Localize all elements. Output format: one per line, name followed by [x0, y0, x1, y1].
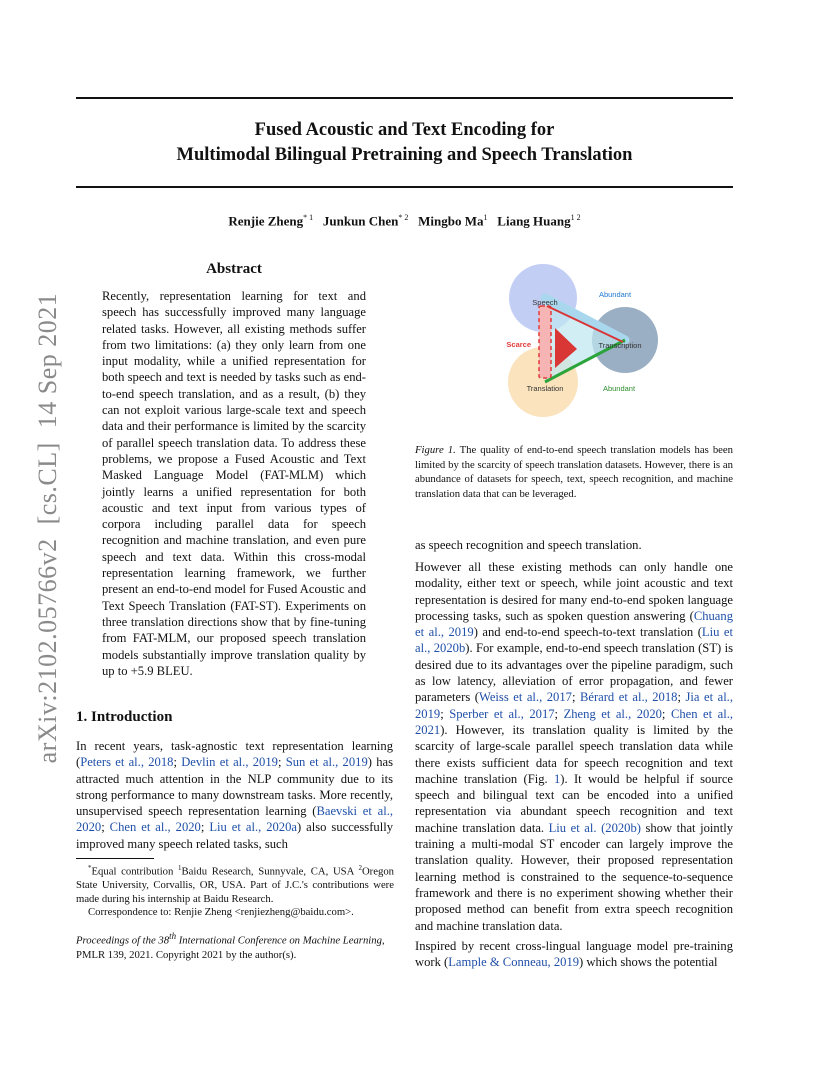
footnote-mark: 1: [178, 864, 182, 872]
separator: ;: [661, 706, 671, 721]
proceedings-text: Proceedings of the 38: [76, 934, 170, 947]
citation-link[interactable]: Sperber et al., 2017: [449, 706, 555, 721]
citation-link[interactable]: Devlin et al., 2019: [181, 755, 278, 770]
author-name: Liang Huang: [497, 213, 571, 229]
paragraph-text: In recent years, task-agnostic text representation learning (: [76, 739, 393, 770]
citation-link[interactable]: Liu et al. (2020b): [548, 820, 641, 835]
caption-label: Figure 1.: [415, 444, 456, 456]
section-heading-introduction: 1. Introduction: [76, 709, 173, 725]
paragraph-modality: [415, 559, 733, 934]
citation-link[interactable]: Lample & Conneau, 2019: [448, 955, 580, 970]
citation-link[interactable]: Chen et al., 2020: [109, 820, 201, 835]
scarce-link: [539, 306, 551, 378]
citation-link[interactable]: Liu et al., 2020b: [415, 625, 733, 656]
continued-paragraph: as speech recognition and speech translation.: [415, 538, 642, 552]
paragraph-text: However all these existing methods can only handle one modality, either text or speech, while joint acoustic and text representation is desired for many end-to-end spoken language processing tasks, such as spoken question answering (: [415, 560, 733, 623]
footnote-rule: [76, 858, 154, 859]
citation-link[interactable]: Peters et al., 2018: [80, 755, 174, 770]
title-line-1: Fused Acoustic and Text Encoding for: [254, 120, 555, 140]
title-line-2: Multimodal Bilingual Pretraining and Speech Translation: [176, 145, 633, 165]
footnote-text: Oregon State University, Corvallis, OR, USA. Part of J.C.'s contributions were made during his internship at Baidu Research.: [76, 865, 395, 905]
citation-link[interactable]: Zheng et al., 2020: [563, 706, 662, 721]
proceedings-sup: th: [169, 931, 177, 941]
citation-link[interactable]: Chuang et al., 2019: [415, 608, 733, 640]
paragraph-text: show that jointly training a multi-modal ST encoder can largely improve the translation quality. However, their proposed representation learning method is constrained to the sequence-to-sequence framework and there is no experiment showing whether their proposed method can benefit from extra speech recognition and machine translation data.: [415, 820, 733, 933]
caption-text: The quality of end-to-end speech translation models has been limited by the scarcity of speech translation datasets. However, there is an abundance of datasets for speech, text, speech recognition, and machine translation data that can be leveraged.: [415, 444, 733, 500]
separator: ;: [200, 820, 210, 835]
citation-link[interactable]: Sun et al., 2019: [285, 755, 368, 770]
citation-link[interactable]: Bérard et al., 2018: [579, 690, 678, 705]
abundant-bottom-label: Abundant: [602, 384, 636, 393]
author-affiliation: * 1: [303, 213, 314, 222]
figure-1-diagram: [495, 258, 665, 423]
citation-link[interactable]: Weiss et al., 2017: [478, 690, 572, 705]
paragraph-text: ). However, its translation quality is limited by the scarcity of large-scale parallel speech translation data while there exists sufficient data for speech recognition and text machine translation (Fig.: [415, 722, 733, 786]
arxiv-stamp: arXiv:2102.05766v2 [cs.CL] 14 Sep 2021: [33, 292, 62, 764]
paragraph-text: ) also successfully improved many speech related tasks, such: [76, 820, 393, 851]
footnote-text: Equal contribution: [91, 865, 179, 878]
figure-1-caption: [415, 443, 733, 501]
translation-label: Translation: [526, 384, 564, 393]
paragraph-text: ). It would be helpful if source speech and bilingual text can be encoded into a unified representation via abundant speech recognition and text machine translation data.: [415, 771, 734, 835]
paragraph-text: ) and end-to-end speech-to-text translation (: [473, 625, 702, 640]
author-list: [76, 213, 733, 229]
paragraph-text: Inspired by recent cross-lingual language model pre-training work (: [415, 939, 733, 970]
paper-title: [76, 118, 733, 168]
separator: ;: [101, 820, 110, 835]
author-affiliation: 1 2: [570, 213, 581, 222]
title-top-rule: [76, 97, 733, 99]
paragraph-text: ) has attracted much attention in the NLP community due to its strong performance to many downstream tasks. More recently, unsupervised speech representation learning (: [76, 755, 393, 819]
separator: ;: [173, 755, 182, 770]
abstract-heading: Abstract: [206, 261, 262, 277]
paragraph-text: ). For example, end-to-end speech translation (ST) is desired due to its advantages over the pipeline paradigm, such as low latency, alleviation of error propagation, and fewer parameters (: [415, 641, 733, 705]
footnote: [76, 862, 394, 920]
speech-label: Speech: [532, 298, 558, 307]
footnote-affiliations: [76, 862, 394, 906]
introduction-paragraph: [76, 738, 393, 852]
separator: ;: [554, 706, 564, 721]
author-affiliation: * 2: [398, 213, 409, 222]
separator: ;: [677, 690, 686, 705]
author-name: Junkun Chen: [322, 213, 399, 229]
proceedings-note: [76, 929, 394, 962]
paragraph-inspired: [415, 938, 733, 971]
proceedings-text: International Conference on Machine Learning: [176, 934, 382, 947]
citation-link[interactable]: Liu et al., 2020a: [209, 820, 297, 835]
citation-link[interactable]: Chen et al., 2021: [415, 706, 734, 737]
abstract-text: Recently, representation learning for text and speech has successfully improved many language related tasks. However, all existing methods suffer from two limitations: (a) they only learn from one input modality, while a unified representation for both speech and text is needed by tasks such as end-to-end speech translation, and as a result, (b) they can not exploit various large-scale text and speech data and their performance is limited by the scarcity of parallel speech translation data. To address these problems, we propose a Fused Acoustic and Text Masked Language Model (FAT-MLM) which jointly learns a unified representation for both acoustic and text input from various types of corpora including parallel data for speech recognition and machine translation, and even pure speech and text data. Within this cross-modal representation learning framework, we further present an end-to-end model for Fused Acoustic and Text Speech Translation (FAT-ST). Experiments on three translation directions show that by fine-tuning from FAT-MLM, our proposed speech translation models substantially improve translation quality by up to +5.9 BLEU.: [102, 289, 366, 678]
citation-link[interactable]: Baevski et al., 2020: [76, 804, 393, 835]
abundant-top-label: Abundant: [598, 290, 632, 299]
proceedings-text: , PMLR 139, 2021. Copyright 2021 by the author(s).: [76, 934, 385, 961]
paragraph-text: ) which shows the potential: [579, 955, 718, 970]
title-bottom-rule: [76, 186, 733, 188]
figure-ref-link[interactable]: 1: [554, 771, 561, 786]
separator: ;: [277, 755, 286, 770]
author-name: Mingbo Ma: [418, 213, 484, 229]
transcription-label: Transcription: [598, 341, 642, 350]
footnote-mark: *: [88, 864, 92, 872]
citation-link[interactable]: Jia et al., 2019: [415, 690, 733, 721]
scarce-label: Scarce: [506, 340, 531, 349]
author-affiliation: 1: [483, 213, 488, 222]
author-name: Renjie Zheng: [228, 213, 304, 229]
separator: ;: [440, 706, 450, 721]
footnote-mark: 2: [358, 864, 362, 872]
separator: ;: [571, 690, 580, 705]
footnote-text: Baidu Research, Sunnyvale, CA, USA: [181, 865, 359, 878]
footnote-correspondence: Correspondence to: Renjie Zheng <renjiezheng@baidu.com>.: [88, 906, 354, 919]
